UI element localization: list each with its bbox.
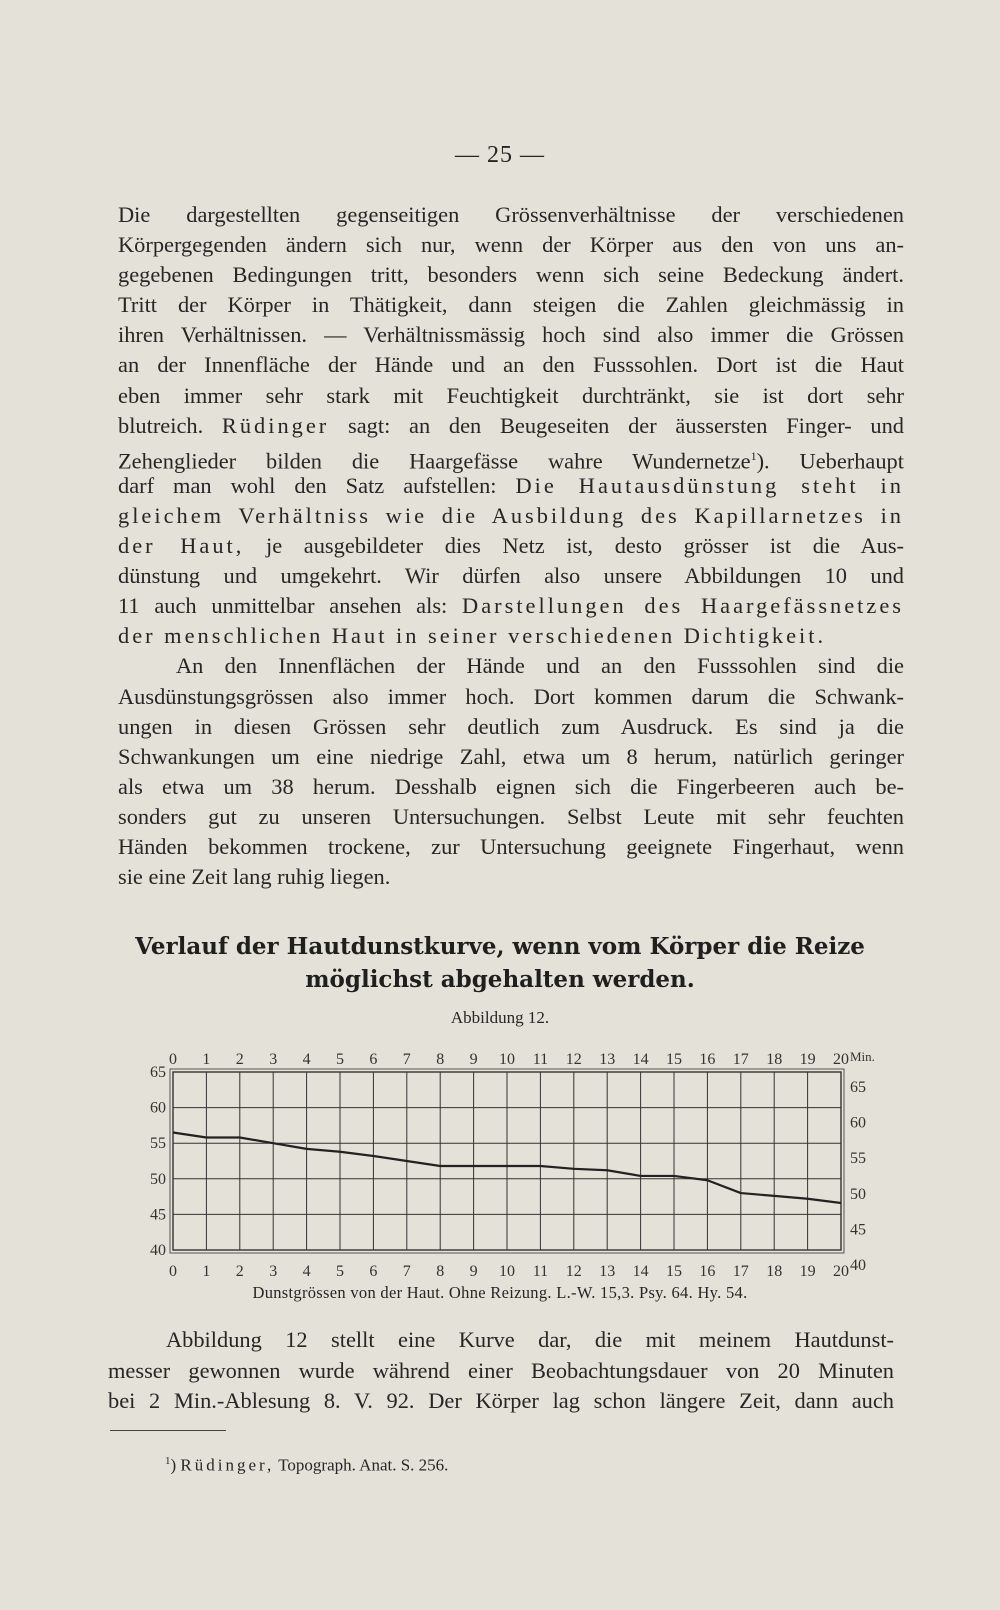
chart-title-line: möglichst abgehalten werden. [305, 966, 695, 993]
footnote-marker: 1 [750, 448, 757, 463]
x-tick-label-bottom: 5 [336, 1263, 344, 1280]
x-tick-label-top: 18 [766, 1051, 783, 1068]
y-tick-label-left: 65 [150, 1064, 166, 1081]
x-tick-label-bottom: 4 [302, 1263, 311, 1280]
x-tick-label-top: 19 [799, 1051, 816, 1068]
footnote-text: Topograph. Anat. S. 256. [278, 1455, 449, 1475]
person-name: Rüdinger, [180, 1455, 275, 1475]
text-line: als etwa um 38 herum. Desshalb eignen sich die Fingerbeeren auch be- [118, 773, 904, 799]
x-tick-label-top: 3 [269, 1051, 278, 1068]
x-tick-label-bottom: 12 [565, 1263, 582, 1280]
x-tick-label-top: 16 [699, 1051, 716, 1068]
text-line: dünstung und umgekehrt. Wir dürfen also unsere Abbildungen 10 und [118, 563, 904, 589]
text-run: darf man wohl den Satz aufstellen: [118, 472, 497, 498]
text-line: Ausdünstungsgrössen also immer hoch. Dort kommen darum die Schwank- [118, 683, 904, 709]
text-line: Tritt der Körper in Thätigkeit, dann steigen die Zahlen gleichmässig in [118, 292, 904, 318]
emphasis-text: Die Hautausdünstung steht in [515, 472, 904, 498]
x-tick-label-top: 20 [833, 1051, 849, 1068]
text-line: messer gewonnen wurde während einer Beobachtungsdauer von 20 Minuten [108, 1357, 894, 1383]
text-line [118, 531, 904, 561]
text-line: Händen bekommen trockene, zur Untersuchung geeignete Fingerhaut, wenn [118, 833, 904, 859]
x-tick-label-bottom: 7 [402, 1263, 411, 1280]
x-tick-label-top: 14 [632, 1051, 649, 1068]
text-line: An den Innenflächen der Hände und an den Fusssohlen sind die [176, 653, 904, 679]
x-tick-label-top: 15 [666, 1051, 682, 1068]
x-tick-label-bottom: 3 [269, 1263, 278, 1280]
text-run: blutreich. [118, 412, 204, 438]
figure-caption: Dunstgrössen von der Haut. Ohne Reizung. L.-W. 15,3. Psy. 64. Hy. 54. [252, 1283, 748, 1302]
emphasis-text: der Haut, [118, 533, 245, 559]
x-tick-label-top: 5 [336, 1051, 344, 1068]
x-tick-label-top: 1 [202, 1051, 211, 1068]
y-tick-label-right: 50 [850, 1185, 866, 1203]
text-line: Schwankungen um eine niedrige Zahl, etwa um 8 herum, natürlich geringer [118, 743, 904, 769]
text-run: 11 auch unmittelbar ansehen als: [118, 593, 448, 619]
y-tick-label-right: 45 [850, 1221, 866, 1239]
text-run: Zehenglieder bilden die Haargefässe wahre Wundernetze [118, 448, 751, 474]
x-tick-label-bottom: 20 [833, 1263, 849, 1280]
text-line: sonders gut zu unseren Untersuchungen. Selbst Leute mit sehr feuchten [118, 803, 904, 829]
emphasis-text: gleichem Verhältniss wie die Ausbildung des Kapillarnetzes in [118, 502, 904, 528]
x-tick-label-top: 0 [169, 1051, 177, 1068]
x-tick-label-bottom: 13 [599, 1263, 616, 1280]
paragraph-1 [118, 200, 904, 892]
x-tick-label-bottom: 18 [766, 1263, 783, 1280]
x-tick-label-bottom: 19 [799, 1263, 816, 1280]
text-line: Die dargestellten gegenseitigen Grössenverhältnisse der verschiedenen [118, 202, 904, 227]
chart-title-line: Verlauf der Hautdunstkurve, wenn vom Körper die Reize [135, 933, 865, 960]
text-run: je ausgebildeter dies Netz ist, desto grösser ist die Aus- [265, 533, 904, 559]
y-tick-label-right: 60 [850, 1114, 866, 1132]
text-run: sagt: an den Beugeseiten der äussersten Finger- und [348, 412, 904, 438]
x-tick-label-top: 10 [499, 1051, 515, 1068]
x-tick-label-bottom: 6 [369, 1263, 378, 1280]
x-tick-label-top: 4 [302, 1051, 311, 1068]
chart-title [0, 930, 1000, 996]
text-line [118, 441, 904, 474]
x-tick-label-bottom: 8 [436, 1263, 445, 1280]
y-tick-label-left: 55 [150, 1135, 166, 1153]
y-tick-label-left: 60 [150, 1099, 166, 1117]
text-line: bei 2 Min.-Ablesung 8. V. 92. Der Körper lag schon längere Zeit, dann auch [108, 1388, 894, 1413]
x-tick-label-top: 17 [732, 1051, 749, 1068]
y-tick-label-left: 50 [150, 1170, 166, 1188]
x-tick-label-bottom: 11 [532, 1263, 549, 1280]
x-tick-label-top: 12 [565, 1051, 582, 1068]
x-tick-label-top: 6 [369, 1051, 378, 1068]
figure-label: Abbildung 12. [450, 1008, 550, 1027]
x-tick-label-top: 7 [402, 1051, 411, 1068]
text-line: Abbildung 12 stellt eine Kurve dar, die mit meinem Hautdunst- [166, 1327, 894, 1352]
x-tick-label-top: 9 [469, 1051, 478, 1068]
x-tick-label-top: 11 [532, 1051, 549, 1068]
x-tick-label-bottom: 0 [169, 1263, 177, 1280]
text-line: ihren Verhältnissen. — Verhältnissmässig hoch sind also immer die Grössen [118, 322, 904, 348]
emphasis-text: Darstellungen des Haargefässnetzes [462, 593, 904, 619]
text-line [118, 411, 904, 441]
x-tick-label-bottom: 2 [235, 1263, 244, 1280]
x-tick-label-bottom: 17 [732, 1263, 749, 1280]
text-line: Körpergegenden ändern sich nur, wenn der Körper aus den von uns an- [118, 232, 904, 258]
x-tick-label-top: 8 [436, 1051, 445, 1068]
x-tick-label-bottom: 1 [202, 1263, 211, 1280]
x-tick-label-bottom: 15 [666, 1263, 682, 1280]
footnote-rule [110, 1430, 226, 1431]
text-line [118, 471, 904, 501]
text-line: an der Innenfläche der Hände und an den Fusssohlen. Dort ist die Haut [118, 352, 904, 378]
y-tick-label-right: 40 [850, 1257, 866, 1274]
x-tick-label-top: 2 [235, 1051, 244, 1068]
emphasis-text: der menschlichen Haut in seiner verschiedenen Dichtigkeit. [118, 623, 827, 649]
text-line: sie eine Zeit lang ruhig liegen. [118, 864, 391, 890]
footnote: $^1$) Rüdinger, Topograph. Anat. S. 256. [165, 1455, 449, 1475]
footnote-marker: 1 [165, 1455, 171, 1467]
text-line: eben immer sehr stark mit Feuchtigkeit durchtränkt, sie ist dort sehr [118, 382, 904, 408]
x-tick-label-top: 13 [599, 1051, 616, 1068]
x-tick-label-bottom: 9 [469, 1263, 478, 1280]
text-line [118, 591, 904, 621]
y-tick-label-left: 45 [150, 1206, 166, 1224]
y-tick-label-right: 65 [850, 1079, 866, 1096]
x-unit-label: Min. [850, 1049, 875, 1064]
x-tick-label-bottom: 10 [499, 1263, 515, 1280]
page-number: — 25 — [455, 142, 545, 168]
y-tick-label-left: 40 [150, 1242, 166, 1259]
paragraph-3 [108, 1325, 894, 1417]
text-run: ). Ueberhaupt [756, 448, 904, 474]
x-tick-label-bottom: 14 [632, 1263, 649, 1280]
person-name: Rüdinger [221, 412, 330, 438]
text-line: ungen in diesen Grössen sehr deutlich zum Ausdruck. Es sind ja die [118, 713, 904, 739]
x-tick-label-bottom: 16 [699, 1263, 716, 1280]
line-chart [130, 1040, 875, 1286]
y-tick-label-right: 55 [850, 1150, 866, 1168]
text-line: gegebenen Bedingungen tritt, besonders wenn sich seine Bedeckung ändert. [118, 262, 904, 288]
